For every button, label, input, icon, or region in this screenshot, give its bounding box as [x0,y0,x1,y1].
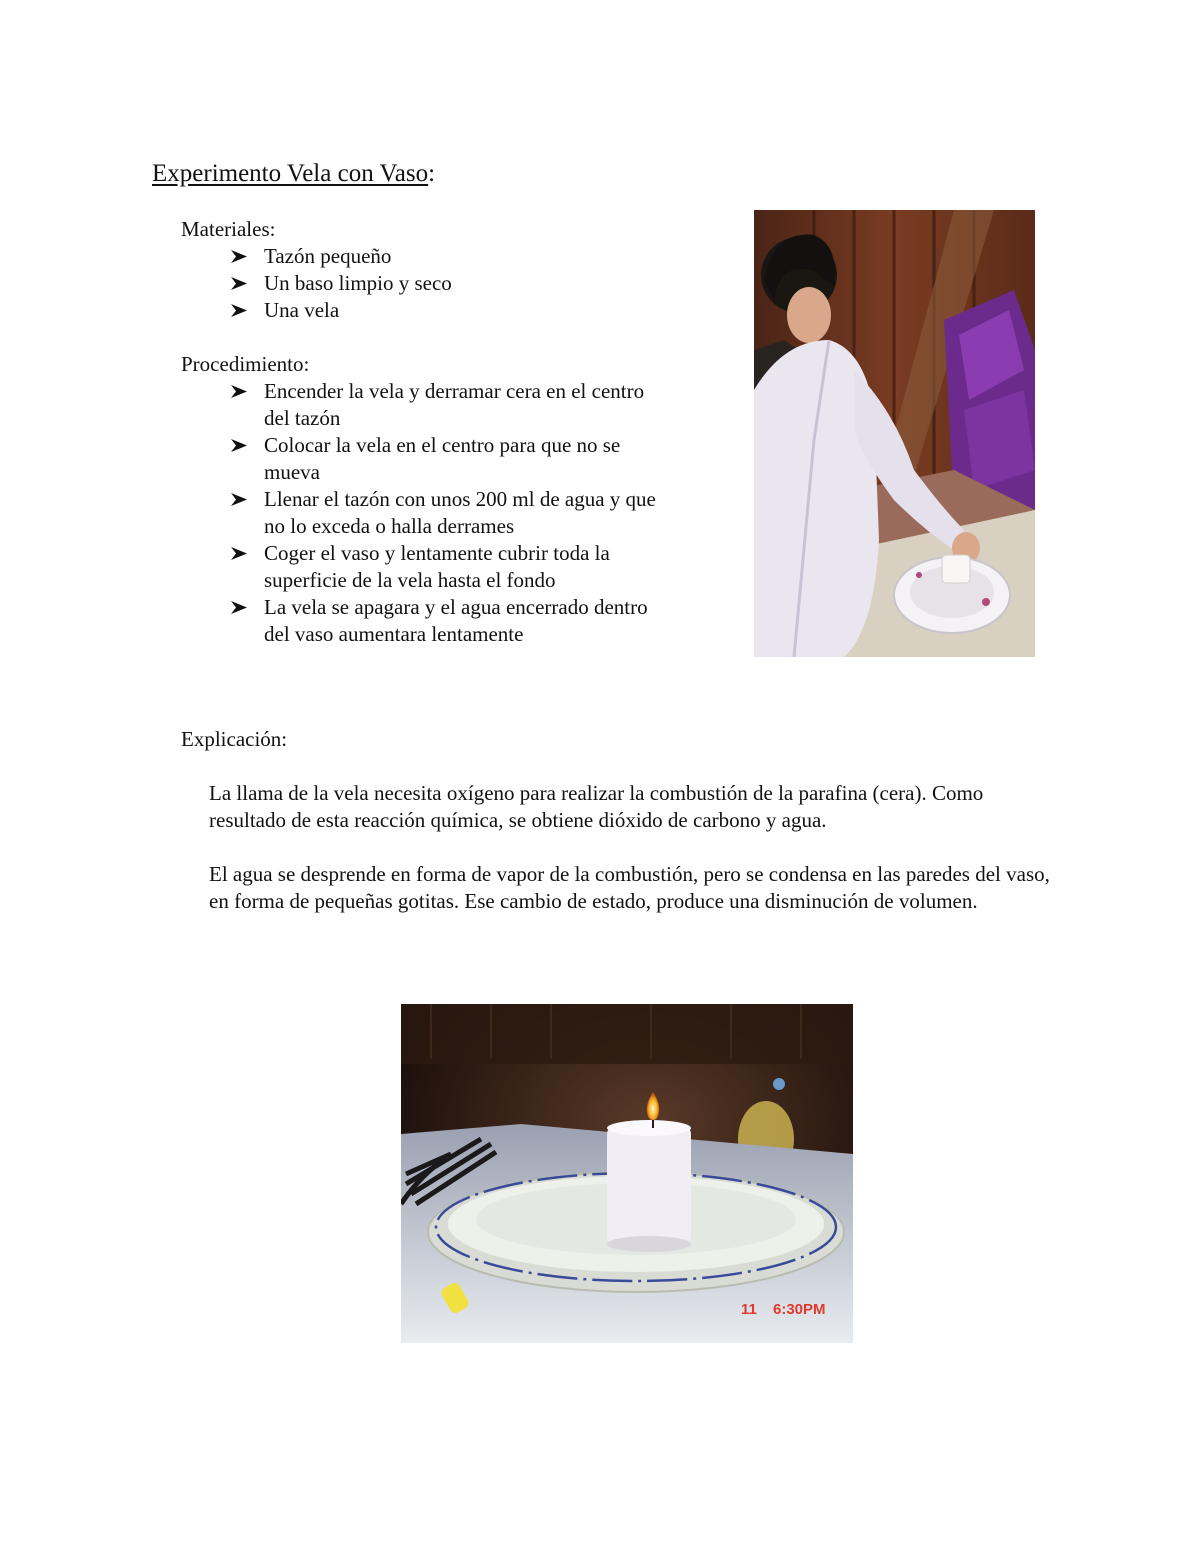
materials-heading: Materiales: [181,217,276,241]
list-item-text: Tazón pequeño [264,244,392,268]
list-item [228,297,698,324]
list-item-text: Una vela [264,298,340,322]
arrow-bullet-icon [230,492,248,507]
student-experiment-photo [754,210,1035,657]
list-item [228,540,668,594]
list-item [228,270,698,297]
photo-time: 6:30PM [773,1301,826,1318]
candle-plate-photo [401,1004,853,1343]
arrow-bullet-icon [230,276,248,291]
list-item [228,243,698,270]
list-item [228,432,668,486]
list-item [228,594,668,648]
arrow-bullet-icon [230,546,248,561]
list-item-text: Coger el vaso y lentamente cubrir toda la superficie de la vela hasta el fondo [264,541,610,592]
arrow-bullet-icon [230,249,248,264]
arrow-bullet-icon [230,438,248,453]
document-title-colon: : [428,160,436,187]
arrow-bullet-icon [230,303,248,318]
list-item-text: Colocar la vela en el centro para que no se mueva [264,433,621,484]
explanation-paragraph: La llama de la vela necesita oxígeno para realizar la combustión de la parafina (cera). Como resultado de esta reacción química, se obtiene dióxido de carbono y agua. [209,781,984,832]
document-title [152,158,435,190]
arrow-bullet-icon [230,600,248,615]
procedure-list [228,378,668,648]
arrow-bullet-icon [230,384,248,399]
list-item [228,378,668,432]
list-item-text: Llenar el tazón con unos 200 ml de agua y que no lo exceda o halla derrames [264,487,656,538]
list-item-text: Encender la vela y derramar cera en el centro del tazón [264,379,645,430]
document-title-text: Experimento Vela con Vaso [152,160,429,187]
list-item-text: La vela se apagara y el agua encerrado dentro del vaso aumentara lentamente [264,595,648,646]
materials-list [228,243,698,324]
explanation-heading: Explicación: [181,727,288,751]
photo-frame-number: 11 [741,1301,757,1318]
candle-photo-illustration [401,1004,853,1343]
list-item [228,486,668,540]
procedure-heading: Procedimiento: [181,352,310,376]
explanation-paragraph: El agua se desprende en forma de vapor de la combustión, pero se condensa en las paredes del vaso, en forma de pequeñas gotitas. Ese cambio de estado, produce una disminución de volumen. [209,862,1050,913]
student-photo-illustration [754,210,1035,657]
list-item-text: Un baso limpio y seco [264,271,452,295]
